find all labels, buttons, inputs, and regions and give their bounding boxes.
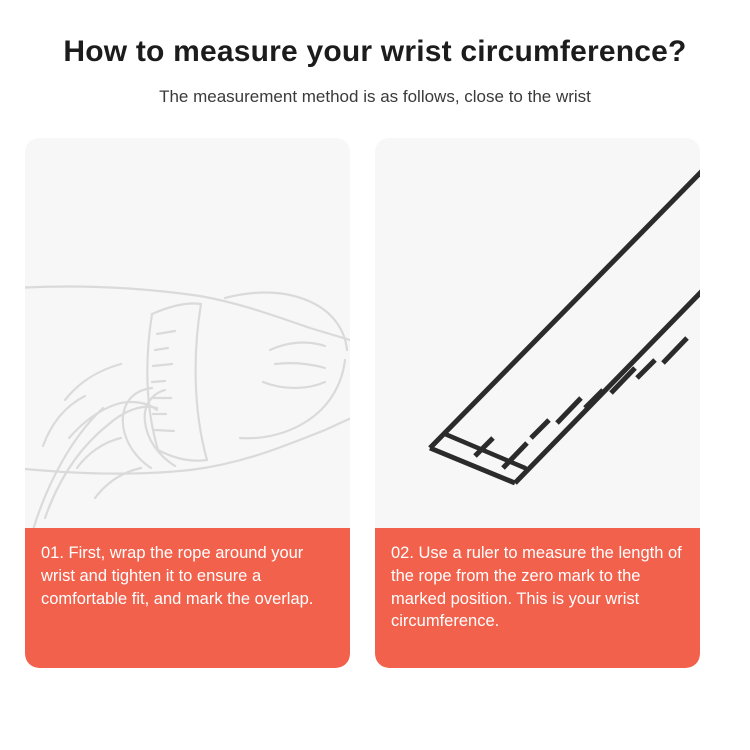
page-subtitle: The measurement method is as follows, close to the wrist [159,87,591,106]
step-card-2 [375,138,700,668]
header [0,0,750,108]
step-caption-2-text: 02. Use a ruler to measure the length of the rope from the zero mark to the marked position. This is your wrist circumference. [391,544,682,631]
step-caption-1-text: 01. First, wrap the rope around your wrist and tighten it to ensure a comfortable fit, and mark the overlap. [41,544,314,608]
ruler-measuring-rope-illustration [375,138,700,528]
page-title: How to measure your wrist circumference? [63,35,687,68]
step-caption-2 [375,528,700,668]
step-caption-1 [25,528,350,668]
step-card-1 [25,138,350,668]
steps-container [0,138,750,668]
hand-wrapping-tape-around-wrist-illustration [25,138,350,528]
